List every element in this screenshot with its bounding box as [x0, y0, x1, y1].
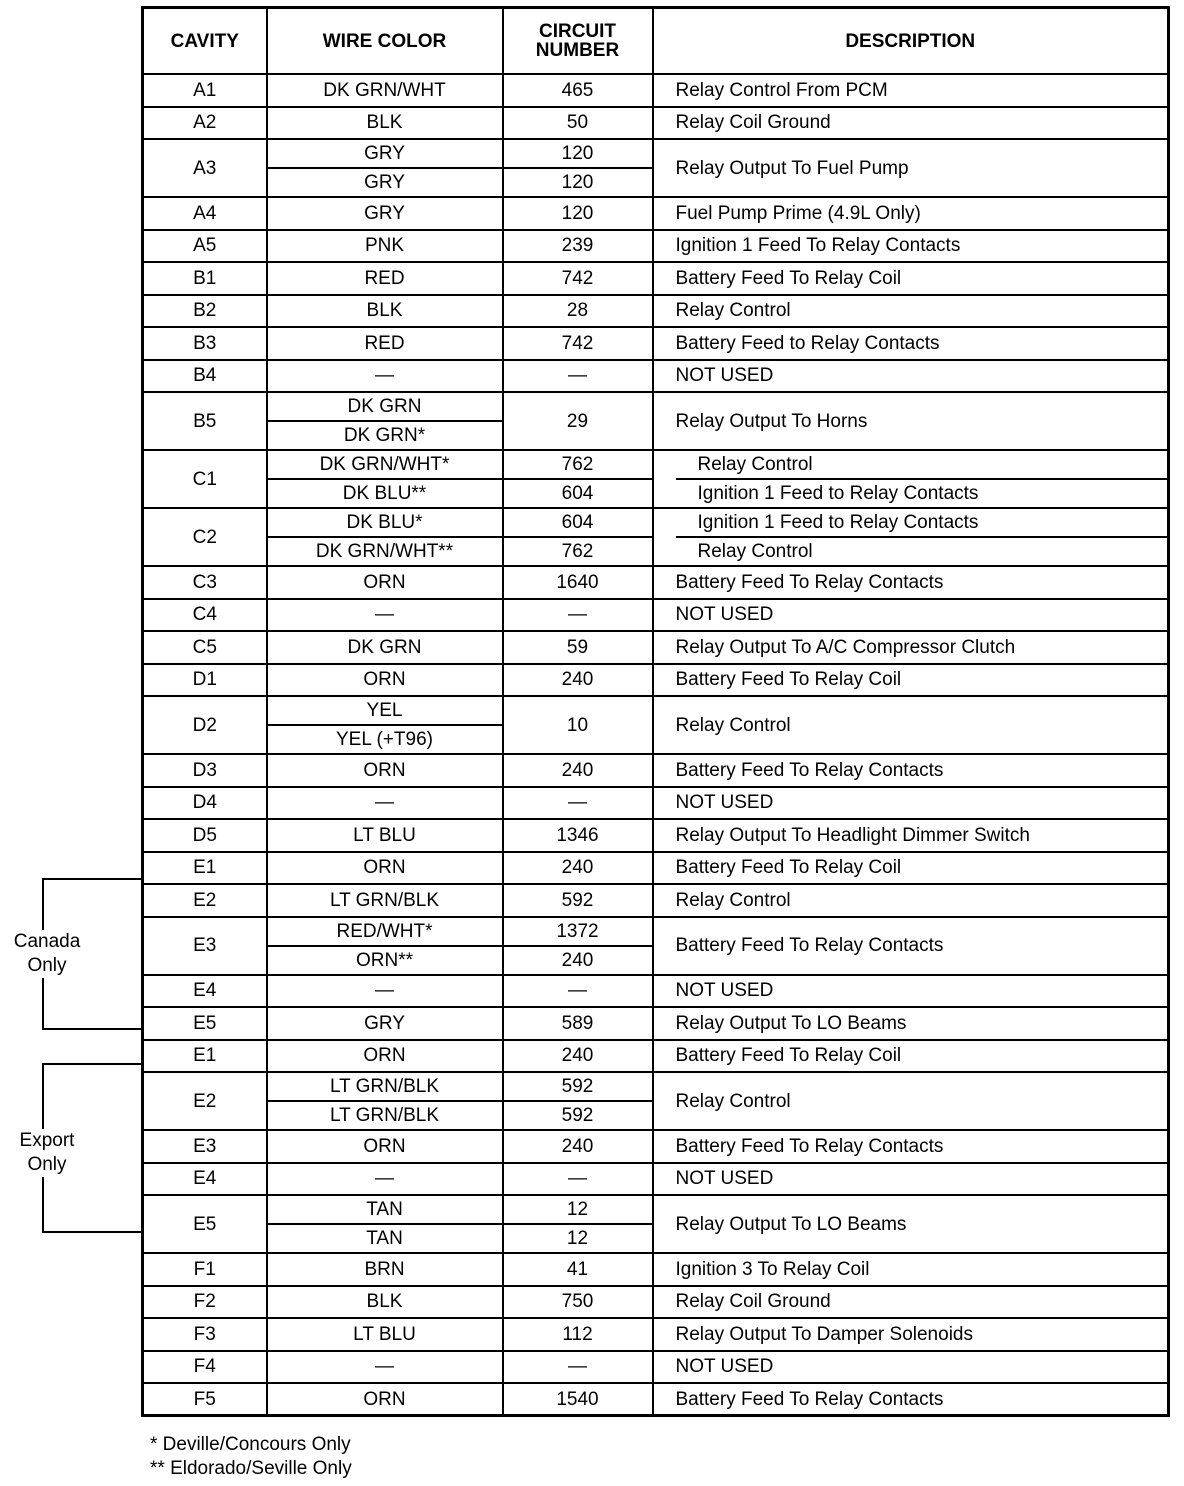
wire-color-cell-line: LT GRN/BLK: [329, 1076, 440, 1097]
description-cell: Ignition 1 Feed To Relay Contacts: [653, 230, 1169, 263]
description-cell-line: Ignition 1 Feed to Relay Contacts: [697, 512, 979, 533]
description-cell: Battery Feed To Relay Contacts: [653, 566, 1169, 599]
description-cell: Battery Feed To Relay Coil: [653, 852, 1169, 885]
table-row: [143, 975, 1169, 1008]
circuit-number-cell: —: [503, 787, 653, 820]
description-cell: Relay Control: [653, 884, 1169, 917]
description-cell: Battery Feed To Relay Coil: [653, 262, 1169, 295]
canada-label-line1: Canada: [13, 931, 81, 952]
circuit-number-cell: 50: [503, 107, 653, 140]
circuit-number-cell: 41: [503, 1253, 653, 1286]
circuit-number-cell: 239: [503, 230, 653, 263]
wire-color-cell: BLK: [267, 107, 503, 140]
header-description: DESCRIPTION: [653, 8, 1169, 75]
wire-color-cell: PNK: [267, 230, 503, 263]
table-row: [143, 74, 1169, 107]
table-row: [143, 139, 1169, 197]
circuit-number-cell: 742: [503, 262, 653, 295]
wire-color-cell: [267, 696, 503, 754]
cavity-cell: B2: [143, 295, 267, 328]
table-row: [143, 566, 1169, 599]
description-cell: Relay Control: [653, 696, 1169, 754]
circuit-number-cell-line: 762: [504, 536, 652, 565]
cavity-cell: F3: [143, 1318, 267, 1351]
description-cell: NOT USED: [653, 787, 1169, 820]
cavity-cell: F4: [143, 1351, 267, 1384]
wire-color-cell: ORN: [267, 1130, 503, 1163]
description-cell: NOT USED: [653, 360, 1169, 393]
cavity-cell: D1: [143, 664, 267, 697]
description-cell: Relay Control From PCM: [653, 74, 1169, 107]
circuit-number-cell: 112: [503, 1318, 653, 1351]
cavity-cell: A5: [143, 230, 267, 263]
cavity-cell: C2: [143, 508, 267, 566]
description-cell: Relay Output To LO Beams: [653, 1007, 1169, 1040]
circuit-number-cell: —: [503, 975, 653, 1008]
table-row: [143, 1130, 1169, 1163]
table-row: [143, 884, 1169, 917]
circuit-number-cell-line: 604: [504, 478, 652, 507]
description-cell: Battery Feed To Relay Contacts: [653, 1130, 1169, 1163]
cavity-cell: E5: [143, 1195, 267, 1253]
circuit-number-cell: 1640: [503, 566, 653, 599]
header-circuit-number: [503, 8, 653, 75]
description-cell: NOT USED: [653, 975, 1169, 1008]
wire-color-cell-line: DK GRN/WHT*: [319, 454, 450, 475]
cavity-cell: B3: [143, 327, 267, 360]
cavity-cell: E2: [143, 884, 267, 917]
circuit-number-cell-line: 240: [504, 945, 652, 974]
header-circuit-line2: NUMBER: [535, 40, 620, 61]
circuit-number-cell: [503, 508, 653, 566]
wire-color-cell-line: TAN: [268, 1223, 502, 1252]
circuit-number-cell: 465: [503, 74, 653, 107]
description-cell: Battery Feed To Relay Coil: [653, 664, 1169, 697]
table-row: [143, 360, 1169, 393]
wire-color-cell: BLK: [267, 1286, 503, 1319]
header-cavity: CAVITY: [143, 8, 267, 75]
header-wire-color: WIRE COLOR: [267, 8, 503, 75]
circuit-number-cell-line: 762: [561, 454, 594, 475]
circuit-number-cell: [503, 139, 653, 197]
description-cell-line: Relay Control: [697, 454, 813, 475]
description-cell: Battery Feed To Relay Contacts: [653, 1383, 1169, 1416]
cavity-table: [141, 6, 1170, 1417]
circuit-number-cell: —: [503, 1163, 653, 1196]
table-row: [143, 1163, 1169, 1196]
wire-color-cell: ORN: [267, 1383, 503, 1416]
description-cell: Relay Coil Ground: [653, 107, 1169, 140]
wire-color-cell: ORN: [267, 1040, 503, 1073]
circuit-number-cell: —: [503, 599, 653, 632]
circuit-number-cell: 240: [503, 664, 653, 697]
circuit-number-cell: [503, 450, 653, 508]
description-cell: Battery Feed To Relay Contacts: [653, 754, 1169, 787]
description-cell: Relay Output To Headlight Dimmer Switch: [653, 819, 1169, 852]
cavity-cell: E3: [143, 1130, 267, 1163]
wire-color-cell: DK GRN/WHT: [267, 74, 503, 107]
wire-color-cell: —: [267, 599, 503, 632]
circuit-number-cell: —: [503, 1351, 653, 1384]
table-row: [143, 852, 1169, 885]
circuit-number-cell-line: 592: [561, 1076, 594, 1097]
table-row: [143, 917, 1169, 975]
wire-color-cell: RED: [267, 262, 503, 295]
footnotes: [150, 1433, 352, 1481]
circuit-number-cell: 592: [503, 884, 653, 917]
table-row: [143, 1007, 1169, 1040]
footnote-deville: * Deville/Concours Only: [150, 1434, 351, 1455]
cavity-cell: B1: [143, 262, 267, 295]
wire-color-cell: GRY: [267, 197, 503, 230]
cavity-cell: A3: [143, 139, 267, 197]
cavity-cell: E1: [143, 852, 267, 885]
circuit-number-cell: 1346: [503, 819, 653, 852]
description-cell: Relay Output To A/C Compressor Clutch: [653, 631, 1169, 664]
circuit-number-cell: [503, 917, 653, 975]
wire-color-cell: ORN: [267, 754, 503, 787]
circuit-number-cell: [503, 1072, 653, 1130]
wire-color-cell: [267, 1072, 503, 1130]
table-row: [143, 696, 1169, 754]
table-row: [143, 1383, 1169, 1416]
circuit-number-cell: 742: [503, 327, 653, 360]
cavity-cell: F2: [143, 1286, 267, 1319]
canada-only-label: [2, 930, 92, 978]
wire-color-cell: RED: [267, 327, 503, 360]
table-row: [143, 450, 1169, 508]
wire-color-cell: BRN: [267, 1253, 503, 1286]
circuit-number-cell: 28: [503, 295, 653, 328]
circuit-number-cell: 240: [503, 1130, 653, 1163]
description-cell: Relay Output To Damper Solenoids: [653, 1318, 1169, 1351]
cavity-cell: E4: [143, 975, 267, 1008]
circuit-number-cell: 589: [503, 1007, 653, 1040]
circuit-number-cell: 59: [503, 631, 653, 664]
table-row: [143, 197, 1169, 230]
circuit-number-cell: 750: [503, 1286, 653, 1319]
wire-color-cell: BLK: [267, 295, 503, 328]
table-row: [143, 508, 1169, 566]
table-row: [143, 1040, 1169, 1073]
description-cell: Relay Output To Fuel Pump: [653, 139, 1169, 197]
cavity-cell: E4: [143, 1163, 267, 1196]
table-row: [143, 327, 1169, 360]
table-row: [143, 664, 1169, 697]
wire-color-cell: LT GRN/BLK: [267, 884, 503, 917]
cavity-cell: F5: [143, 1383, 267, 1416]
circuit-number-cell: 29: [503, 392, 653, 450]
cavity-cell: B5: [143, 392, 267, 450]
description-cell: Relay Control: [653, 295, 1169, 328]
wire-color-cell: —: [267, 1163, 503, 1196]
circuit-number-cell: [503, 1195, 653, 1253]
table-row: [143, 787, 1169, 820]
cavity-cell: B4: [143, 360, 267, 393]
wire-color-cell: DK GRN: [267, 631, 503, 664]
description-cell: NOT USED: [653, 1351, 1169, 1384]
table-row: [143, 1195, 1169, 1253]
table-row: [143, 1072, 1169, 1130]
wire-color-cell-line: DK GRN/WHT**: [268, 536, 502, 565]
wire-color-cell-line: YEL: [366, 700, 403, 721]
cavity-cell: E5: [143, 1007, 267, 1040]
description-cell: Relay Control: [653, 1072, 1169, 1130]
description-cell: NOT USED: [653, 599, 1169, 632]
wire-color-cell: GRY: [267, 1007, 503, 1040]
circuit-number-cell: 120: [503, 197, 653, 230]
cavity-cell: D3: [143, 754, 267, 787]
description-cell: NOT USED: [653, 1163, 1169, 1196]
table-row: [143, 262, 1169, 295]
table-row: [143, 754, 1169, 787]
description-cell: Ignition 3 To Relay Coil: [653, 1253, 1169, 1286]
wire-color-cell: —: [267, 360, 503, 393]
table-row: [143, 1253, 1169, 1286]
circuit-number-cell: 240: [503, 754, 653, 787]
table-row: [143, 819, 1169, 852]
description-cell: Relay Output To Horns: [653, 392, 1169, 450]
circuit-number-cell-line: 120: [504, 167, 652, 196]
wire-color-cell-line: DK GRN: [347, 396, 422, 417]
wire-color-cell-line: LT GRN/BLK: [268, 1100, 502, 1129]
cavity-cell: C3: [143, 566, 267, 599]
wire-color-cell-line: DK BLU*: [346, 512, 423, 533]
circuit-number-cell: 1540: [503, 1383, 653, 1416]
wire-color-cell: —: [267, 1351, 503, 1384]
cavity-cell: A2: [143, 107, 267, 140]
wire-color-cell-line: YEL (+T96): [268, 724, 502, 753]
cavity-cell: D4: [143, 787, 267, 820]
cavity-cell: F1: [143, 1253, 267, 1286]
circuit-number-cell-line: 12: [504, 1223, 652, 1252]
cavity-cell: A1: [143, 74, 267, 107]
wire-color-cell: [267, 1195, 503, 1253]
table-row: [143, 599, 1169, 632]
cavity-cell: D2: [143, 696, 267, 754]
description-cell: Relay Output To LO Beams: [653, 1195, 1169, 1253]
wire-color-cell: —: [267, 975, 503, 1008]
description-cell: [653, 508, 1169, 566]
description-cell: [653, 450, 1169, 508]
description-cell-line: Ignition 1 Feed to Relay Contacts: [676, 478, 1168, 507]
wire-color-cell: [267, 139, 503, 197]
wire-color-cell: LT BLU: [267, 1318, 503, 1351]
export-label-line2: Only: [27, 1154, 67, 1175]
wire-color-cell-line: RED/WHT*: [336, 920, 433, 942]
table-row: [143, 1286, 1169, 1319]
wire-color-cell: ORN: [267, 664, 503, 697]
wire-color-cell-line: GRY: [364, 143, 405, 164]
circuit-number-cell: —: [503, 360, 653, 393]
table-row: [143, 230, 1169, 263]
wire-color-cell-line: DK GRN*: [268, 420, 502, 449]
circuit-number-cell-line: 1372: [556, 920, 599, 942]
circuit-number-cell-line: 120: [561, 143, 594, 164]
description-cell-line: Relay Control: [676, 536, 1168, 565]
description-cell: Battery Feed to Relay Contacts: [653, 327, 1169, 360]
cavity-cell: D5: [143, 819, 267, 852]
wire-color-cell: —: [267, 787, 503, 820]
cavity-cell: C1: [143, 450, 267, 508]
description-cell: Battery Feed To Relay Contacts: [653, 917, 1169, 975]
wire-color-cell: ORN: [267, 852, 503, 885]
cavity-cell: C4: [143, 599, 267, 632]
table-row: [143, 631, 1169, 664]
circuit-number-cell-line: 12: [566, 1199, 589, 1220]
export-only-label: [4, 1129, 90, 1177]
cavity-cell: A4: [143, 197, 267, 230]
wire-color-cell: [267, 508, 503, 566]
circuit-number-cell: 10: [503, 696, 653, 754]
table-row: [143, 295, 1169, 328]
table-row: [143, 1351, 1169, 1384]
wire-color-cell-line: TAN: [366, 1199, 403, 1220]
wire-color-cell-line: GRY: [268, 167, 502, 196]
table-row: [143, 392, 1169, 450]
wire-color-cell: LT BLU: [267, 819, 503, 852]
description-cell: Relay Coil Ground: [653, 1286, 1169, 1319]
wire-color-cell: [267, 917, 503, 975]
footnote-eldorado: ** Eldorado/Seville Only: [150, 1458, 352, 1479]
header-row: [143, 8, 1169, 75]
wire-color-cell: [267, 450, 503, 508]
description-cell: Battery Feed To Relay Coil: [653, 1040, 1169, 1073]
circuit-number-cell-line: 604: [561, 512, 594, 533]
cavity-cell: C5: [143, 631, 267, 664]
export-label-line1: Export: [19, 1130, 75, 1151]
wire-color-cell: [267, 392, 503, 450]
table-body: [143, 74, 1169, 1416]
table-row: [143, 1318, 1169, 1351]
wire-color-cell-line: DK BLU**: [268, 478, 502, 507]
table-row: [143, 107, 1169, 140]
cavity-cell: E1: [143, 1040, 267, 1073]
description-cell: Fuel Pump Prime (4.9L Only): [653, 197, 1169, 230]
cavity-cell: E2: [143, 1072, 267, 1130]
header-circuit-line1: CIRCUIT: [538, 21, 617, 42]
circuit-number-cell: 240: [503, 852, 653, 885]
wire-color-cell-line: ORN**: [268, 945, 502, 974]
wire-color-cell: ORN: [267, 566, 503, 599]
cavity-cell: E3: [143, 917, 267, 975]
circuit-number-cell: 240: [503, 1040, 653, 1073]
circuit-number-cell-line: 592: [504, 1100, 652, 1129]
canada-label-line2: Only: [27, 955, 67, 976]
